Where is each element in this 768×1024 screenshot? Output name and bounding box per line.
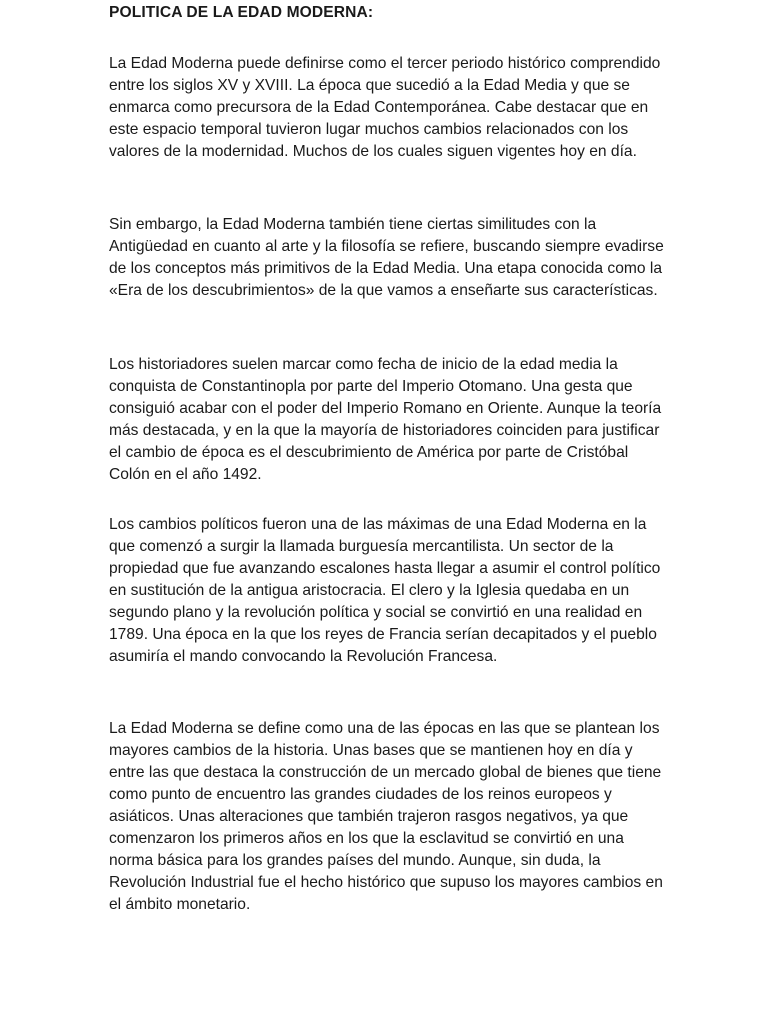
paragraph: Sin embargo, la Edad Moderna también tiene ciertas similitudes con la Antigüedad en cuanto al arte y la filosofía se refiere, buscando siempre evadirse de los conceptos más primitivos de la Edad Media. Una etapa conocida como la «Era de los descubrimientos» de la que vamos a enseñarte sus características. xyxy=(109,216,664,299)
paragraph: La Edad Moderna puede definirse como el tercer periodo histórico comprendido entre los siglos XV y XVIII. La época que sucedió a la Edad Media y que se enmarca como precursora de la Edad Contemporánea. Cabe destacar que en este espacio temporal tuvieron lugar muchos cambios relacionados con los valores de la modernidad. Muchos de los cuales siguen vigentes hoy en día. xyxy=(109,55,661,160)
document-title: POLITICA DE LA EDAD MODERNA: xyxy=(109,4,374,21)
paragraph: Los cambios políticos fueron una de las máximas de una Edad Moderna en la que comenzó a surgir la llamada burguesía mercantilista. Un sector de la propiedad que fue avanzando escalones hasta llegar a asumir el control político en sustitución de la antigua aristocracia. El clero y la Iglesia quedaba en un segundo plano y la revolución política y social se convirtió en una realidad en 1789. Una época en la que los reyes de Francia serían decapitados y el pueblo asumiría el mando convocando la Revolución Francesa. xyxy=(109,516,661,665)
paragraph: La Edad Moderna se define como una de las épocas en las que se plantean los mayores cambios de la historia. Unas bases que se mantienen hoy en día y entre las que destaca la construcción de un mercado global de bienes que tiene como punto de encuentro las grandes ciudades de los reinos europeos y asiáticos. Unas alteraciones que también trajeron rasgos negativos, ya que comenzaron los primeros años en los que la esclavitud se convirtió en una norma básica para los grandes países del mundo. Aunque, sin duda, la Revolución Industrial fue el hecho histórico que supuso los mayores cambios en el ámbito monetario. xyxy=(109,720,663,913)
paragraph: Los historiadores suelen marcar como fecha de inicio de la edad media la conquista de Constantinopla por parte del Imperio Otomano. Una gesta que consiguió acabar con el poder del Imperio Romano en Oriente. Aunque la teoría más destacada, y en la que la mayoría de historiadores coinciden para justificar el cambio de época es el descubrimiento de América por parte de Cristóbal Colón en el año 1492. xyxy=(109,356,662,483)
